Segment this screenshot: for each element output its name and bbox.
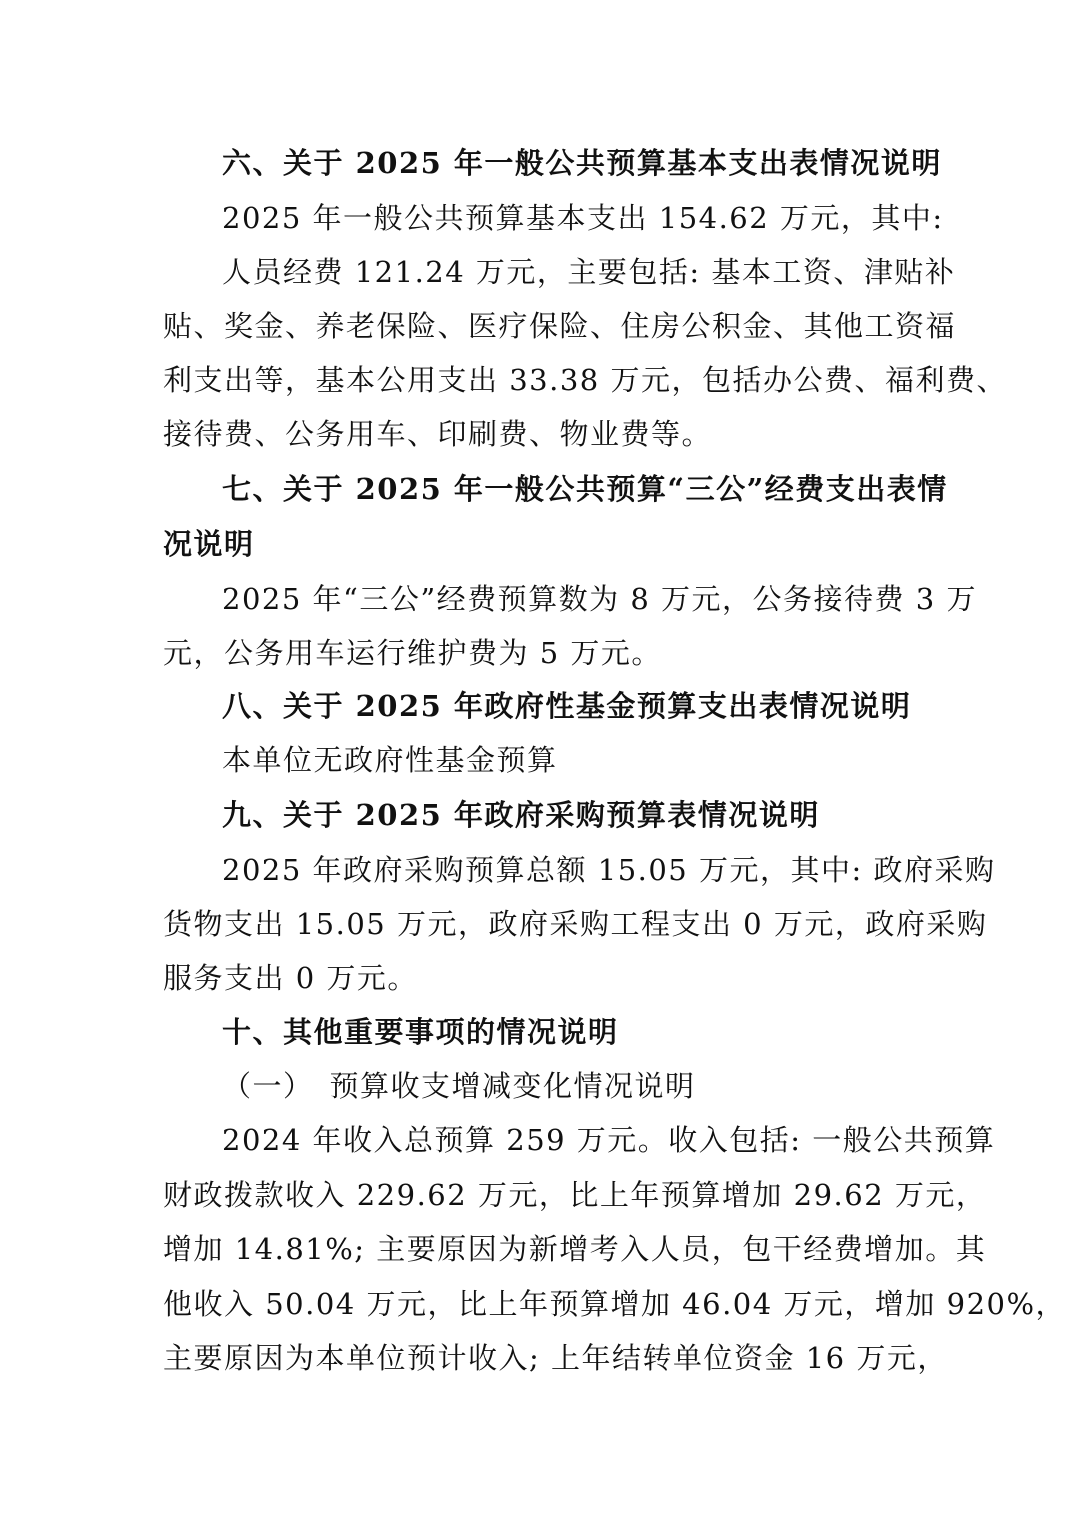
section-9-line-1: 2025 年政府采购预算总额 15.05 万元，其中: 政府采购 <box>222 853 996 887</box>
section-9-line-3: 服务支出 0 万元。 <box>163 961 418 995</box>
section-7-heading-line-2: 况说明 <box>163 527 255 561</box>
section-8-line-1: 本单位无政府性基金预算 <box>222 743 558 777</box>
section-10-line-5: 主要原因为本单位预计收入; 上年结转单位资金 16 万元， <box>163 1341 948 1375</box>
section-7-heading-line-1: 七、关于 2025 年一般公共预算“三公”经费支出表情 <box>222 472 948 506</box>
section-10-heading: 十、其他重要事项的情况说明 <box>222 1015 619 1049</box>
section-6-heading: 六、关于 2025 年一般公共预算基本支出表情况说明 <box>222 146 942 180</box>
section-6-line-4: 利支出等，基本公用支出 33.38 万元，包括办公费、福利费、 <box>163 363 1007 397</box>
section-6-line-1: 2025 年一般公共预算基本支出 154.62 万元，其中: <box>222 201 944 235</box>
section-10-line-2: 财政拨款收入 229.62 万元，比上年预算增加 29.62 万元， <box>163 1178 987 1212</box>
section-7-line-2: 元，公务用车运行维护费为 5 万元。 <box>163 636 662 670</box>
section-9-heading: 九、关于 2025 年政府采购预算表情况说明 <box>222 798 820 832</box>
section-10-line-3: 增加 14.81%; 主要原因为新增考入人员，包干经费增加。其 <box>163 1232 987 1266</box>
section-7-line-1: 2025 年“三公”经费预算数为 8 万元，公务接待费 3 万 <box>222 582 977 616</box>
section-10-subheading: （一） 预算收支增减变化情况说明 <box>222 1069 696 1103</box>
section-10-line-1: 2024 年收入总预算 259 万元。收入包括: 一般公共预算 <box>222 1123 996 1157</box>
section-6-line-2: 人员经费 121.24 万元，主要包括: 基本工资、津贴补 <box>222 255 956 289</box>
section-6-line-5: 接待费、公务用车、印刷费、物业费等。 <box>163 417 713 451</box>
section-6-line-3: 贴、奖金、养老保险、医疗保险、住房公积金、其他工资福 <box>163 309 957 343</box>
section-8-heading: 八、关于 2025 年政府性基金预算支出表情况说明 <box>222 689 912 723</box>
section-9-line-2: 货物支出 15.05 万元，政府采购工程支出 0 万元，政府采购 <box>163 907 988 941</box>
section-10-line-4: 他收入 50.04 万元，比上年预算增加 46.04 万元，增加 920%， <box>163 1287 1067 1321</box>
